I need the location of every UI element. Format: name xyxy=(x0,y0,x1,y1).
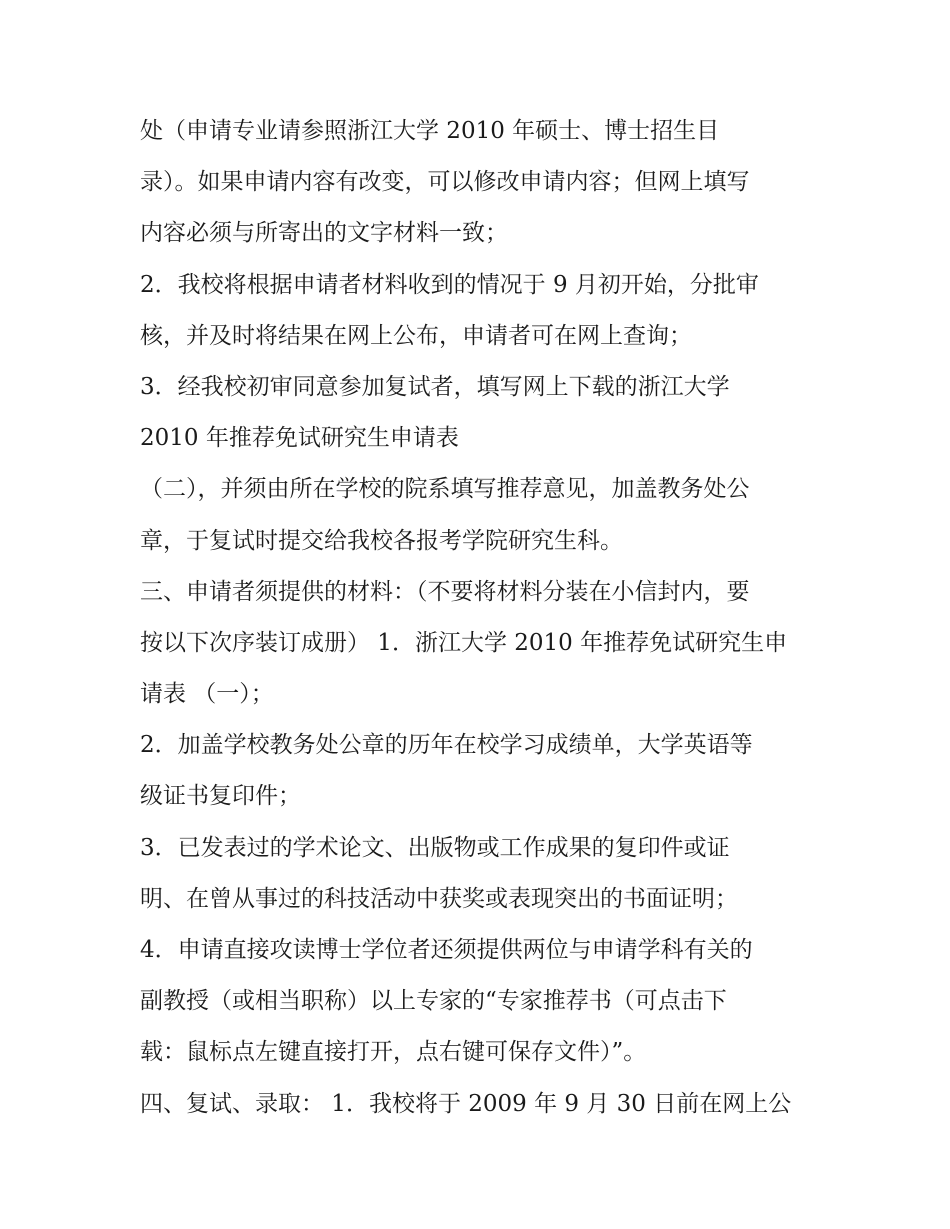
text-line: 录）。如果申请内容有改变，可以修改申请内容；但网上填写 xyxy=(140,169,750,196)
text-line: 2010 年推荐免试研究生申请表 xyxy=(140,425,459,452)
section-heading-line: 三、申请者须提供的材料：（不要将材料分装在小信封内，要 xyxy=(140,578,750,605)
text-line: 核，并及时将结果在网上公布，申请者可在网上查询； xyxy=(140,322,692,349)
text-line: 3．已发表过的学术论文、出版物或工作成果的复印件或证 xyxy=(140,834,730,861)
text-line: 3．经我校初审同意参加复试者，填写网上下载的浙江大学 xyxy=(140,373,730,400)
text-line: （二），并须由所在学校的院系填写推荐意见，加盖教务处公 xyxy=(140,476,750,503)
section-heading-line: 四、复试、录取： 1．我校将于 2009 年 9 月 30 日前在网上公 xyxy=(140,1090,792,1117)
text-line: 级证书复印件； xyxy=(140,783,301,810)
text-line: 章，于复试时提交给我校各报考学院研究生科。 xyxy=(140,527,623,554)
document-body xyxy=(140,106,820,1130)
text-line: 处（申请专业请参照浙江大学 2010 年硕士、博士招生目 xyxy=(140,118,720,144)
text-line: 2．我校将根据申请者材料收到的情况于 9 月初开始，分批审 xyxy=(140,271,759,298)
text-line: 请表 （一）； xyxy=(140,681,274,708)
text-line: 内容必须与所寄出的文字材料一致； xyxy=(140,220,508,247)
text-line: 2．加盖学校教务处公章的历年在校学习成绩单，大学英语等 xyxy=(140,732,753,759)
text-line: 副教授（或相当职称）以上专家的“专家推荐书（可点击下 xyxy=(140,988,727,1015)
text-line: 按以下次序装订成册） 1．浙江大学 2010 年推荐免试研究生申 xyxy=(140,629,788,656)
text-line: 明、在曾从事过的科技活动中获奖或表现突出的书面证明； xyxy=(140,885,738,912)
text-line: 载：鼠标点左键直接打开，点右键可保存文件）”。 xyxy=(140,1039,647,1066)
text-line: 4．申请直接攻读博士学位者还须提供两位与申请学科有关的 xyxy=(140,937,753,963)
